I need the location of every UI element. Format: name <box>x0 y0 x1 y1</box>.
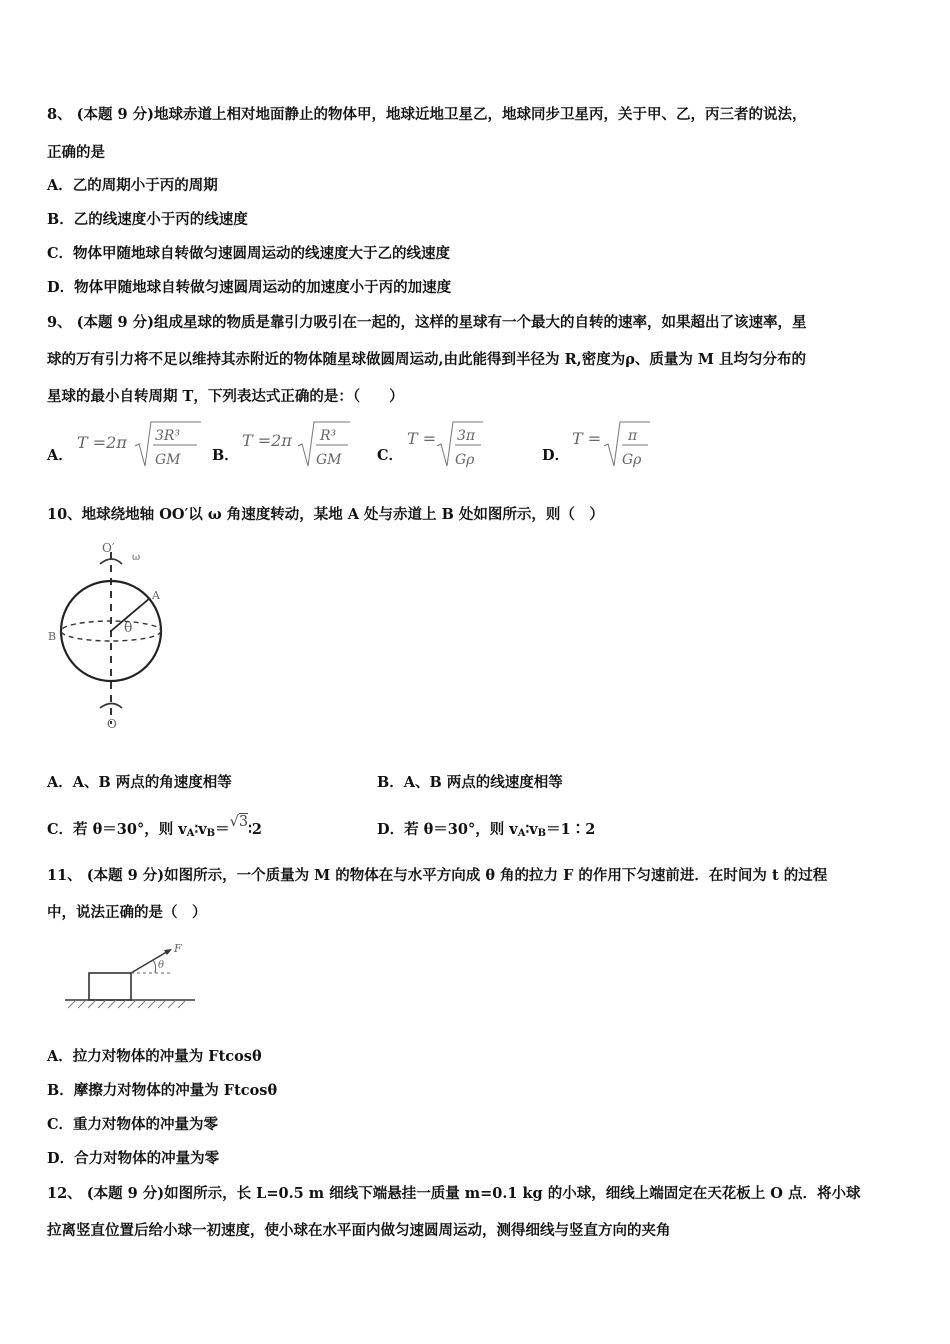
q9-d-num: π <box>628 428 638 444</box>
q10-c-sub-b: B <box>206 828 216 839</box>
q9-a-num: 3R³ <box>155 428 181 444</box>
q9-a-den: GM <box>155 452 181 468</box>
axis-bottom-label: O <box>107 717 117 731</box>
theta-label: θ <box>124 620 133 636</box>
q9-option-a <box>47 418 207 468</box>
axis-top-label: O′ <box>102 541 115 555</box>
q10-c-root: 3 <box>238 814 249 830</box>
q10-d-sub-b: B <box>537 828 547 839</box>
block-force-figure <box>60 940 210 1015</box>
q10-d-sub-a: A <box>517 828 526 839</box>
arrow-head-icon <box>164 949 172 955</box>
q10-c-sub-a: A <box>186 828 195 839</box>
q10-option-b: B．A、B 两点的线速度相等 <box>377 774 563 791</box>
q9-b-lhs: T =2π <box>242 431 292 450</box>
q8-option-c: C．物体甲随地球自转做匀速圆周运动的线速度大于乙的线速度 <box>47 245 451 262</box>
q8-stem-line1: 8、 (本题 9 分)地球赤道上相对地面静止的物体甲，地球近地卫星乙，地球同步卫星丙，关于甲、乙，丙三者的说法， <box>47 106 807 123</box>
q10-d-mid: ∶v <box>525 821 538 838</box>
q10-c-pre: C．若 θ＝30°，则 v <box>47 821 187 838</box>
q9-stem-line1: 9、 (本题 9 分)组成星球的物质是靠引力吸引在一起的，这样的星球有一个最大的自转的速率，如果超出了该速率，星 <box>47 314 807 331</box>
q11-option-b: B．摩擦力对物体的冲量为 Ftcosθ <box>47 1082 278 1099</box>
q8-option-b: B．乙的线速度小于丙的线速度 <box>47 211 248 228</box>
q9-option-d <box>542 418 682 468</box>
q9-option-b-formula <box>240 418 370 468</box>
q10-c-post: ∶2 <box>248 821 262 838</box>
sqrt-symbol: √ <box>229 814 239 830</box>
q9-option-d-formula <box>570 418 680 468</box>
q12-stem-line2: 拉离竖直位置后给小球一初速度，使小球在水平面内做匀速圆周运动，测得细线与竖直方向的夹角 <box>47 1222 671 1239</box>
q10-d-pre: D．若 θ＝30°，则 v <box>377 821 518 838</box>
earth-rotation-figure <box>40 538 190 738</box>
q9-c-lhs: T = <box>407 429 437 448</box>
q9-option-b-label: B． <box>212 447 239 464</box>
q8-option-a: A．乙的周期小于丙的周期 <box>47 177 218 194</box>
ground-hatch <box>68 1000 186 1008</box>
q9-b-num: R³ <box>320 428 337 444</box>
q9-option-d-label: D． <box>542 447 570 464</box>
q8-option-d: D．物体甲随地球自转做匀速圆周运动的加速度小于丙的加速度 <box>47 279 452 296</box>
q10-c-eq: ＝ <box>215 821 230 838</box>
q10-option-a: A．A、B 两点的角速度相等 <box>47 774 232 791</box>
block <box>89 973 131 1000</box>
q9-d-lhs: T = <box>572 429 602 448</box>
q9-c-num: 3π <box>457 428 476 444</box>
q9-stem-line2: 球的万有引力将不足以维持其赤附近的物体随星球做圆周运动,由此能得到半径为 R,密度为ρ、质量为 M 且均匀分布的 <box>47 351 806 368</box>
q9-stem-line3: 星球的最小自转周期 T，下列表达式正确的是：（ ） <box>47 388 404 405</box>
q11-option-c: C．重力对物体的冲量为零 <box>47 1116 219 1133</box>
rotation-arrow-icon <box>100 559 122 564</box>
q10-option-d <box>377 818 595 839</box>
q11-stem-line1: 11、 (本题 9 分)如图所示，一个质量为 M 的物体在与水平方向成 θ 角的拉力 F 的作用下匀速前进．在时间为 t 的过程 <box>47 867 828 884</box>
q10-d-post: ＝1∶2 <box>546 821 596 838</box>
point-a-label: A <box>152 589 160 602</box>
q8-stem-line2: 正确的是 <box>47 144 105 161</box>
point-b-label: B <box>48 630 57 643</box>
q11-option-a: A．拉力对物体的冲量为 Ftcosθ <box>47 1048 262 1065</box>
q10-c-mid: ∶v <box>194 821 207 838</box>
q9-option-c-label: C． <box>377 447 404 464</box>
q9-option-c <box>377 418 517 468</box>
force-arrow <box>131 950 170 973</box>
q9-b-den: GM <box>316 452 342 468</box>
force-label: F <box>174 942 182 955</box>
q9-d-den: Gρ <box>622 452 642 468</box>
q9-option-a-formula <box>75 418 205 468</box>
q10-option-c <box>47 814 262 839</box>
q10-stem: 10、地球绕地轴 OO′以 ω 角速度转动，某地 A 处与赤道上 B 处如图所示，则（ ） <box>47 506 604 523</box>
q9-c-den: Gρ <box>455 452 475 468</box>
q11-stem-line2: 中，说法正确的是（ ） <box>47 904 207 921</box>
q9-option-a-label: A． <box>47 447 73 464</box>
q11-option-d: D．合力对物体的冲量为零 <box>47 1150 220 1167</box>
q9-option-c-formula <box>405 418 515 468</box>
q9-option-b <box>212 418 372 468</box>
omega-label: ω <box>132 552 141 563</box>
angle-label: θ <box>158 960 165 971</box>
q9-a-lhs: T =2π <box>77 433 127 452</box>
q12-stem-line1: 12、 (本题 9 分)如图所示，长 L=0.5 m 细线下端悬挂一质量 m=0.1 kg 的小球，细线上端固定在天花板上 O 点．将小球 <box>47 1185 861 1202</box>
rotation-arrow-bottom-icon <box>100 704 122 709</box>
angle-arc <box>153 960 156 973</box>
